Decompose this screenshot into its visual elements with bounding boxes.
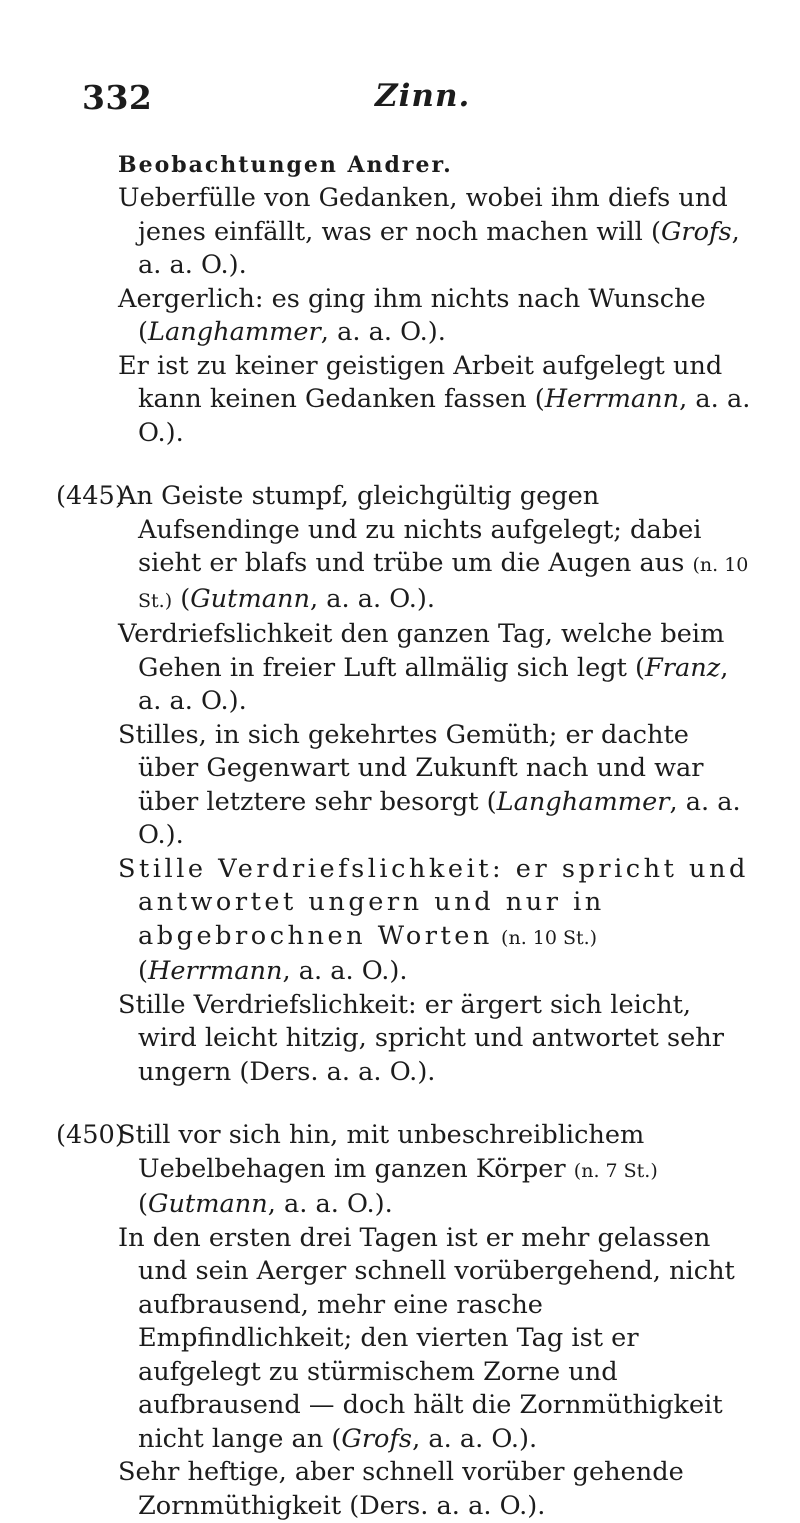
entry-text: Still vor sich hin, mit unbeschreiblichem Uebelbehagen im ganzen Körper <box>118 1120 645 1184</box>
paragraph-gap <box>56 450 756 480</box>
citation: , a. a. O.). <box>138 216 740 280</box>
citation: , a. a. O.). <box>320 317 446 347</box>
time-note: (n. 10 St.) <box>501 926 598 949</box>
symptom-entry-numbered <box>56 480 756 618</box>
symptom-entry <box>56 350 756 451</box>
author-name: Gutmann <box>148 1189 268 1219</box>
symptom-entry <box>56 283 756 350</box>
symptom-number: (445) <box>56 481 125 511</box>
entry-text: Aergerlich: es ging ihm nichts nach Wunsche ( <box>118 283 706 347</box>
entry-text: ( <box>138 956 148 986</box>
time-note: (n. 10 St.) <box>138 554 749 612</box>
author-name: Herrmann <box>544 384 680 414</box>
entry-text: Stille Verdriefslichkeit: er ärgert sich leicht, wird leicht hitzig, spricht und antwortet sehr ungern (Ders. a. a. O.). <box>118 989 724 1087</box>
page-body <box>56 148 756 1523</box>
symptom-number: (450) <box>56 1120 125 1150</box>
author-name: Gutmann <box>190 583 310 614</box>
entry-text: Sehr heftige, aber schnell vorüber gehende Zornmüthigkeit (Ders. a. a. O.). <box>118 1457 684 1521</box>
entry-text: Verdriefslichkeit den ganzen Tag, welche beim Gehen in freier Luft allmälig sich legt ( <box>118 619 725 683</box>
symptom-entry <box>56 182 756 283</box>
author-name: Langhammer <box>496 786 670 817</box>
entry-text: ( <box>138 1189 148 1219</box>
author-name: Grofs <box>660 216 732 247</box>
symptom-entry <box>56 1456 756 1523</box>
entry-text: Ueberfülle von Gedanken, wobei ihm diefs und jenes einfällt, was er noch machen will ( <box>118 183 728 247</box>
time-note: (n. 7 St.) <box>573 1159 658 1182</box>
author-name: Grofs <box>341 1423 413 1454</box>
author-name: Franz <box>645 652 721 683</box>
page-number: 332 <box>82 78 153 117</box>
citation: , a. a. O.). <box>138 652 729 716</box>
citation: , a. a. O.). <box>138 786 741 850</box>
entry-text: ( <box>172 583 191 614</box>
entry-text: In den ersten drei Tagen ist er mehr gelassen und sein Aerger schnell vorübergehend, nicht aufbrausend, mehr eine rasche Empfindlichkeit; den vierten Tag ist er aufgelegt zu stürmischem Zorne und aufbrausend — doch hält die Zornmüthigkeit nicht lange an ( <box>118 1222 735 1454</box>
symptom-entry-numbered <box>56 1119 756 1222</box>
symptom-entry <box>56 618 756 719</box>
author-name: Langhammer <box>148 317 321 347</box>
citation: , a. a. O.). <box>138 384 751 448</box>
paragraph-gap <box>56 1089 756 1119</box>
citation: , a. a. O.). <box>412 1423 538 1454</box>
symptom-entry <box>56 853 756 989</box>
citation: , a. a. O.). <box>282 956 408 986</box>
author-name: Herrmann <box>148 956 283 986</box>
symptom-entry <box>56 1222 756 1457</box>
entry-text: Stilles, in sich gekehrtes Gemüth; er dachte über Gegenwart und Zukunft nach und war über letztere sehr besorgt ( <box>118 719 704 817</box>
symptom-entry <box>56 719 756 853</box>
entry-text: Er ist zu keiner geistigen Arbeit aufgelegt und kann keinen Gedanken fassen ( <box>118 350 723 414</box>
entry-text: An Geiste stumpf, gleichgültig gegen Aufsendinge und zu nichts aufgelegt; dabei sieht er blafs und trübe um die Augen aus <box>118 481 702 578</box>
running-title: Zinn. <box>375 78 471 114</box>
section-heading: Beobachtungen Andrer. <box>118 152 453 178</box>
citation: , a. a. O.). <box>309 583 436 614</box>
running-head <box>60 78 760 118</box>
symptom-entry <box>56 989 756 1090</box>
emphasized-text: Stille Verdriefslichkeit: er spricht und antwortet ungern und nur in abgebrochnen Worten <box>118 853 749 951</box>
citation: , a. a. O.). <box>267 1189 393 1219</box>
